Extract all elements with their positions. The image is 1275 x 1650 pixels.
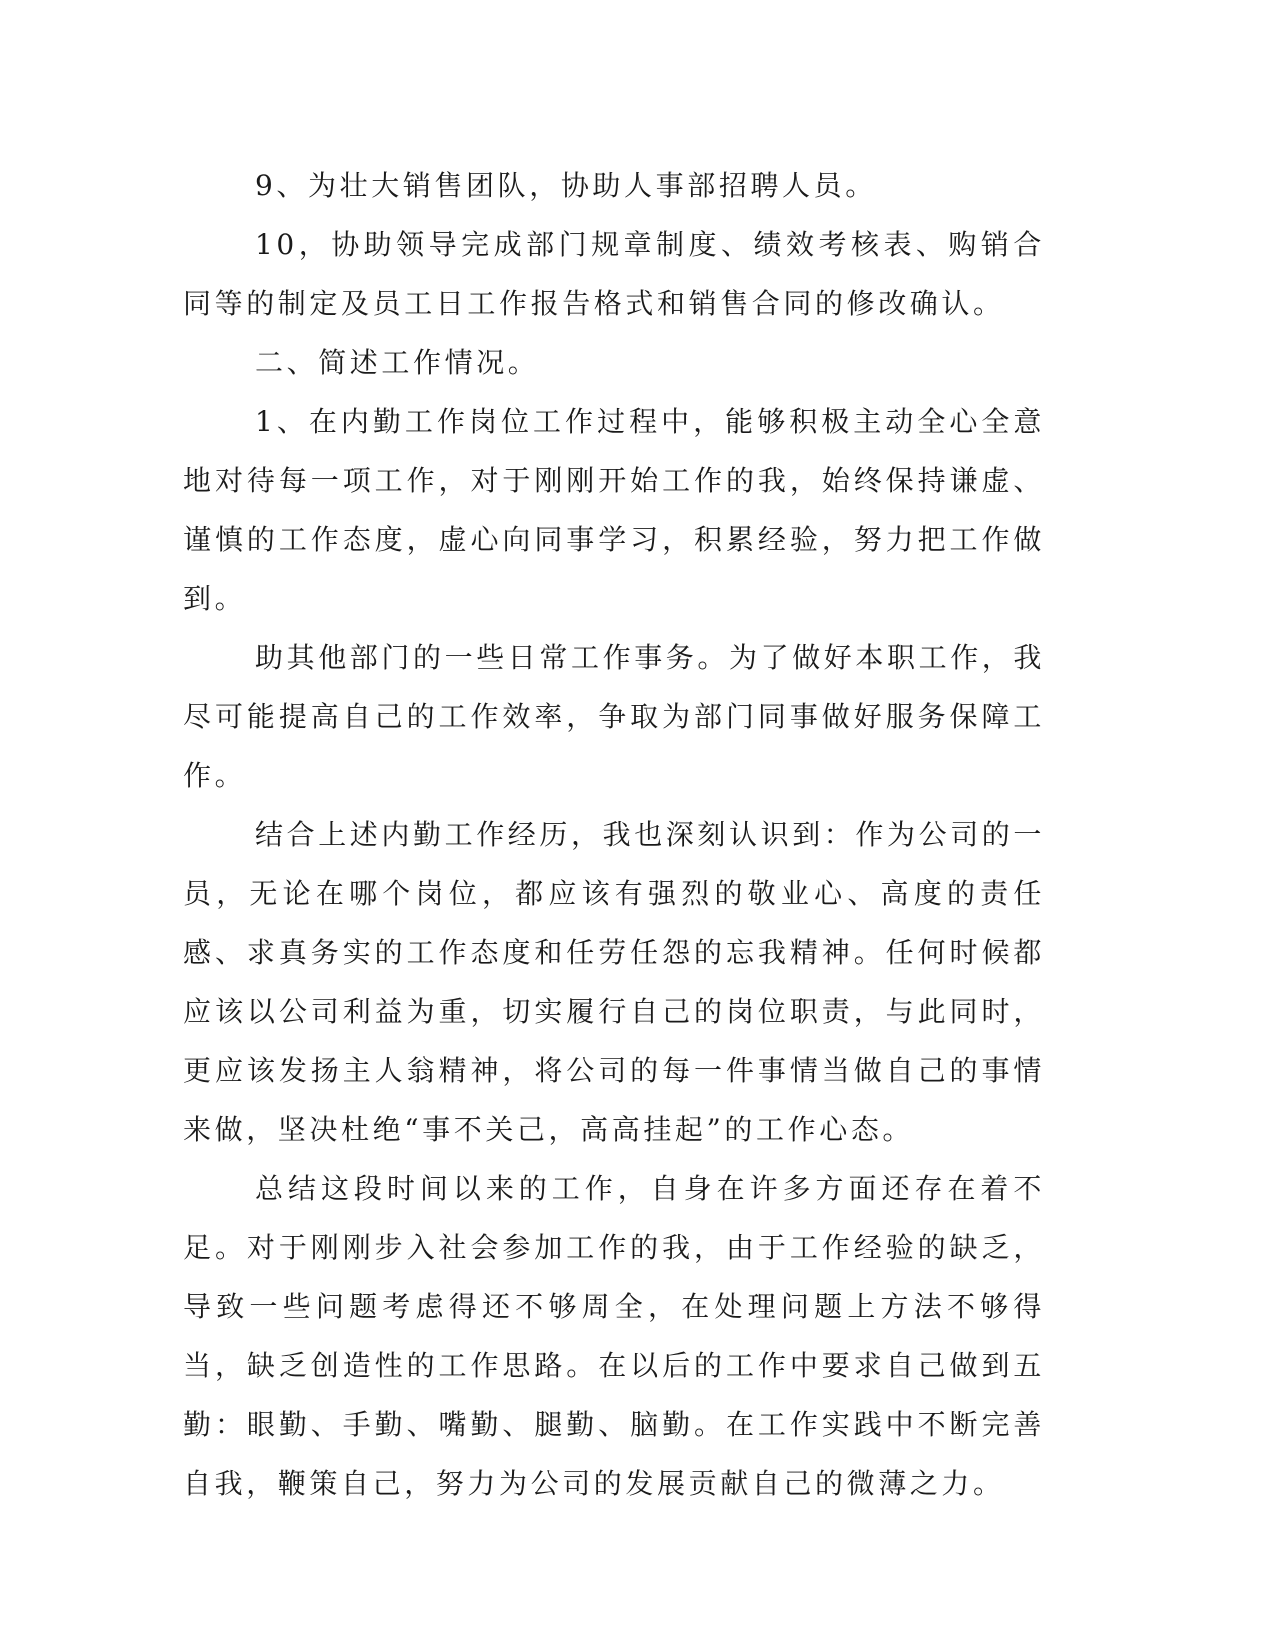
paragraph-reflection: 结合上述内勤工作经历，我也深刻认识到：作为公司的一员，无论在哪个岗位，都应该有强烈的敬业心、高度的责任感、求真务实的工作态度和任劳任怨的忘我精神。任何时候都应该以公司利益为重，切实履行自己的岗位职责，与此同时，更应该发扬主人翁精神，将公司的每一件事情当做自己的事情来做，坚决杜绝“事不关己，高高挂起”的工作心态。	[183, 818, 1046, 1146]
paragraph-item-9: 9、为壮大销售团队，协助人事部招聘人员。	[255, 169, 877, 202]
paragraph-item-10: 10，协助领导完成部门规章制度、绩效考核表、购销合同等的制定及员工日工作报告格式和销售合同的修改确认。	[183, 228, 1045, 320]
paragraph-work-1: 1、在内勤工作岗位工作过程中，能够积极主动全心全意地对待每一项工作，对于刚刚开始工作的我，始终保持谦虚、谨慎的工作态度，虚心向同事学习，积累经验，努力把工作做到。	[183, 405, 1045, 615]
document-body	[183, 156, 1045, 1513]
section-heading-2: 二、简述工作情况。	[255, 346, 540, 379]
paragraph-assist-departments: 助其他部门的一些日常工作事务。为了做好本职工作，我尽可能提高自己的工作效率，争取为部门同事做好服务保障工作。	[183, 641, 1046, 792]
paragraph-summary: 总结这段时间以来的工作，自身在许多方面还存在着不足。对于刚刚步入社会参加工作的我，由于工作经验的缺乏，导致一些问题考虑得还不够周全，在处理问题上方法不够得当，缺乏创造性的工作思路。在以后的工作中要求自己做到五勤：眼勤、手勤、嘴勤、腿勤、脑勤。在工作实践中不断完善自我，鞭策自己，努力为公司的发展贡献自己的微薄之力。	[183, 1172, 1045, 1500]
